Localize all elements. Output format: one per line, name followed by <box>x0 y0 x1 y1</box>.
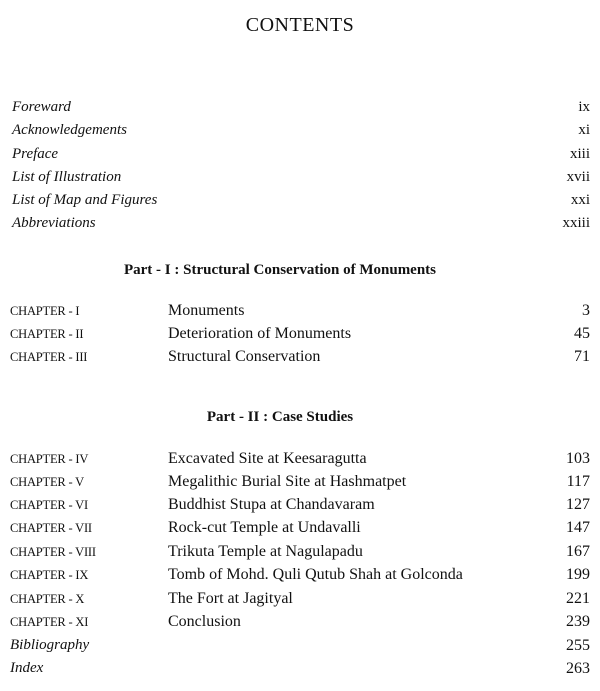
chapter-page: 147 <box>566 519 590 536</box>
chapter-row <box>10 302 590 324</box>
chapter-page: 3 <box>582 302 590 319</box>
toc-entry-label: Index <box>10 660 44 676</box>
chapter-page: 45 <box>574 325 590 342</box>
chapter-title: Trikuta Temple at Nagulapadu <box>168 543 363 560</box>
toc-entry-index <box>10 660 590 682</box>
chapter-page: 239 <box>566 613 590 630</box>
chapter-label: CHAPTER - I <box>10 304 80 318</box>
toc-entry-label: Acknowledgements <box>12 122 127 138</box>
chapter-page: 127 <box>566 496 590 513</box>
chapter-label: CHAPTER - II <box>10 327 84 341</box>
chapter-label: CHAPTER - VIII <box>10 545 96 559</box>
chapter-page: 199 <box>566 566 590 583</box>
toc-entry-bibliography <box>10 637 590 659</box>
chapter-title: Deterioration of Monuments <box>168 325 352 342</box>
chapter-row <box>10 519 590 541</box>
toc-entry-label: List of Illustration <box>12 169 122 185</box>
toc-entry-page: xxiii <box>562 215 590 231</box>
toc-entry-page: xxi <box>570 192 590 208</box>
chapter-label: CHAPTER - X <box>10 592 85 606</box>
toc-entry-preface <box>12 146 590 168</box>
chapter-row <box>10 613 590 635</box>
toc-entry-list-of-illustration <box>12 169 590 191</box>
chapter-label: CHAPTER - III <box>10 350 88 364</box>
toc-entry-label: Preface <box>12 146 59 162</box>
toc-entry-acknowledgements <box>12 122 590 144</box>
chapter-label: CHAPTER - VII <box>10 521 92 535</box>
chapter-title: Tomb of Mohd. Quli Qutub Shah at Golconda <box>168 566 463 583</box>
chapter-title: Monuments <box>168 302 245 319</box>
chapter-page: 103 <box>566 450 590 467</box>
toc-entry-page: xiii <box>569 146 590 162</box>
chapter-title: Rock-cut Temple at Undavalli <box>168 519 361 536</box>
chapter-page: 71 <box>574 348 590 365</box>
chapter-row <box>10 590 590 612</box>
toc-entry-page: 255 <box>566 637 590 654</box>
chapter-row <box>10 566 590 588</box>
toc-entry-abbreviations <box>12 215 590 237</box>
toc-entry-label: Abbreviations <box>12 215 96 231</box>
toc-entry-label: List of Map and Figures <box>12 192 158 208</box>
chapter-row <box>10 473 590 495</box>
toc-entry-list-of-map-and-figures <box>12 192 590 214</box>
chapter-title: Excavated Site at Keesaragutta <box>168 450 367 467</box>
chapter-label: CHAPTER - VI <box>10 498 88 512</box>
chapter-label: CHAPTER - V <box>10 475 84 489</box>
toc-entry-label: Foreward <box>12 99 71 115</box>
toc-entry-page: xi <box>578 122 590 138</box>
chapter-row <box>10 450 590 472</box>
chapter-title: Conclusion <box>168 613 241 630</box>
chapter-row <box>10 348 590 370</box>
chapter-label: CHAPTER - XI <box>10 615 89 629</box>
part-heading: Part - I : Structural Conservation of Monuments <box>123 262 437 278</box>
toc-entry-page: xvii <box>566 169 590 185</box>
page-title: CONTENTS <box>245 14 355 36</box>
toc-entry-foreward <box>12 99 590 121</box>
chapter-title: Structural Conservation <box>168 348 321 365</box>
chapter-row <box>10 543 590 565</box>
chapter-title: The Fort at Jagityal <box>168 590 293 607</box>
chapter-label: CHAPTER - IX <box>10 568 89 582</box>
toc-entry-page: ix <box>578 99 590 115</box>
chapter-page: 221 <box>566 590 590 607</box>
toc-entry-page: 263 <box>566 660 590 677</box>
chapter-row <box>10 496 590 518</box>
part-heading: Part - II : Case Studies <box>206 409 354 425</box>
chapter-title: Megalithic Burial Site at Hashmatpet <box>168 473 407 490</box>
toc-entry-label: Bibliography <box>10 637 90 653</box>
chapter-page: 117 <box>566 473 590 490</box>
chapter-page: 167 <box>566 543 590 560</box>
chapter-label: CHAPTER - IV <box>10 452 89 466</box>
chapter-title: Buddhist Stupa at Chandavaram <box>168 496 375 513</box>
chapter-row <box>10 325 590 347</box>
